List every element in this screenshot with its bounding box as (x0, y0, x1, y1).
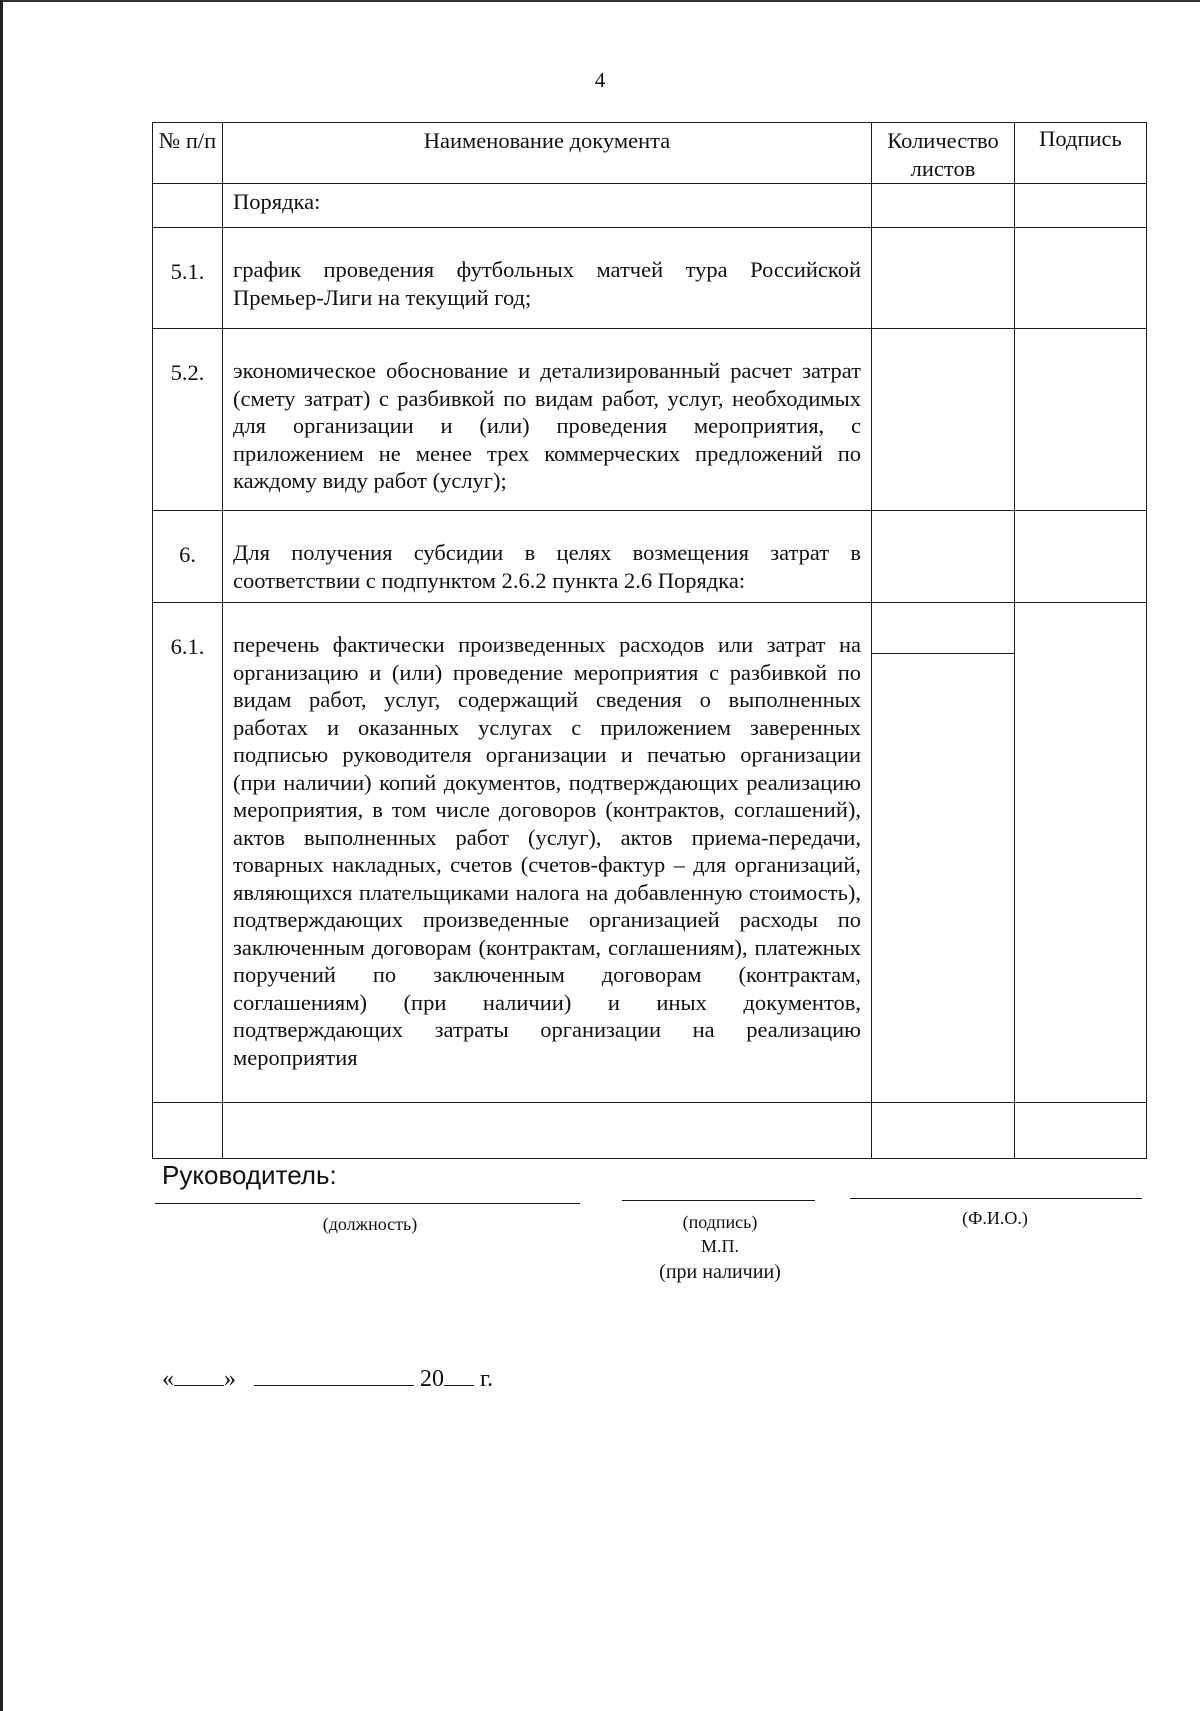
date-open-quote: « (162, 1366, 174, 1392)
row-sign-cell (1015, 1103, 1147, 1159)
row-sign-cell (1015, 329, 1147, 511)
name-caption: (Ф.И.О.) (962, 1208, 1028, 1228)
header-name: Наименование документа (223, 123, 872, 184)
row-count-cell (872, 228, 1015, 329)
row-text: график проведения футбольных матчей тура Российской Премьер-Лиги на текущий год; (223, 228, 872, 329)
name-line (850, 1198, 1142, 1199)
row-text: перечень фактически произведенных расходов или затрат на организацию и (или) проведение мероприятия с разбивкой по видам работ, услуг, содержащий сведения о выполненных работах и оказанных услугах с приложением заверенных подписью руководителя организации и печатью организации (при наличии) копий документов, подтверждающих реализацию мероприятия, в том числе договоров (контрактов, соглашений), актов выполненных работ (услуг), актов приема-передачи, товарных накладных, счетов (счетов-фактур – для организаций, являющихся плательщиками налога на добавленную стоимость), подтверждающих произведенные организацией расходы по заключенным договорам (контрактам, соглашениям), платежных поручений по заключенным договорам (контрактам, соглашениям) (при наличии) и иных документов, подтверждающих затраты организации на реализацию мероприятия (223, 603, 872, 1103)
row-num: 5.1. (153, 228, 223, 329)
row-num (153, 184, 223, 228)
header-sign: Подпись (1015, 123, 1147, 184)
row-text: Для получения субсидии в целях возмещения затрат в соответствии с подпунктом 2.6.2 пункта 2.6 Порядка: (223, 511, 872, 603)
signature-line (622, 1200, 815, 1201)
position-caption: (должность) (322, 1214, 418, 1234)
table-row (153, 184, 1147, 228)
header-num: № п/п (153, 123, 223, 184)
row-sign-cell (1015, 511, 1147, 603)
row-count-cell (872, 603, 1015, 1103)
stamp-caption: М.П. (700, 1236, 739, 1256)
year-blank (444, 1363, 474, 1386)
table-row (153, 1103, 1147, 1159)
row-sign-cell (1015, 603, 1147, 1103)
date-close-quote: » (224, 1366, 236, 1392)
table-row (153, 329, 1147, 511)
table-row (153, 603, 1147, 1103)
row-num (153, 1103, 223, 1159)
table-row (153, 511, 1147, 603)
row-count-cell (872, 511, 1015, 603)
row-text (223, 1103, 872, 1159)
month-blank (254, 1363, 414, 1386)
row-count-cell (872, 1103, 1015, 1159)
row-sign-cell (1015, 228, 1147, 329)
row-count-cell (872, 184, 1015, 228)
header-count: Количество листов (872, 123, 1015, 184)
position-line (155, 1203, 580, 1204)
row-num: 6. (153, 511, 223, 603)
stamp-note: (при наличии) (659, 1261, 781, 1283)
documents-table (152, 122, 1147, 1159)
row-count-cell (872, 329, 1015, 511)
count-subcell (872, 603, 1014, 654)
year-prefix: 20 (420, 1366, 444, 1392)
year-suffix: г. (480, 1366, 494, 1392)
row-sign-cell (1015, 184, 1147, 228)
page-number: 4 (594, 68, 606, 92)
scan-top-edge (0, 0, 1200, 2)
day-blank (174, 1363, 224, 1386)
row-text: экономическое обоснование и детализированный расчет затрат (смету затрат) с разбивкой по видам работ, услуг, необходимых для организации и (или) проведения мероприятия, с приложением не менее трех коммерческих предложений по каждому виду работ (услуг); (223, 329, 872, 511)
date-line (162, 1363, 493, 1393)
signature-caption: (подпись) (682, 1212, 758, 1232)
scan-left-edge (0, 0, 3, 1711)
table-row (153, 228, 1147, 329)
row-num: 5.2. (153, 329, 223, 511)
table-header-row (153, 123, 1147, 184)
row-text: Порядка: (223, 184, 872, 228)
row-num: 6.1. (153, 603, 223, 1103)
head-label: Руководитель: (162, 1160, 337, 1190)
